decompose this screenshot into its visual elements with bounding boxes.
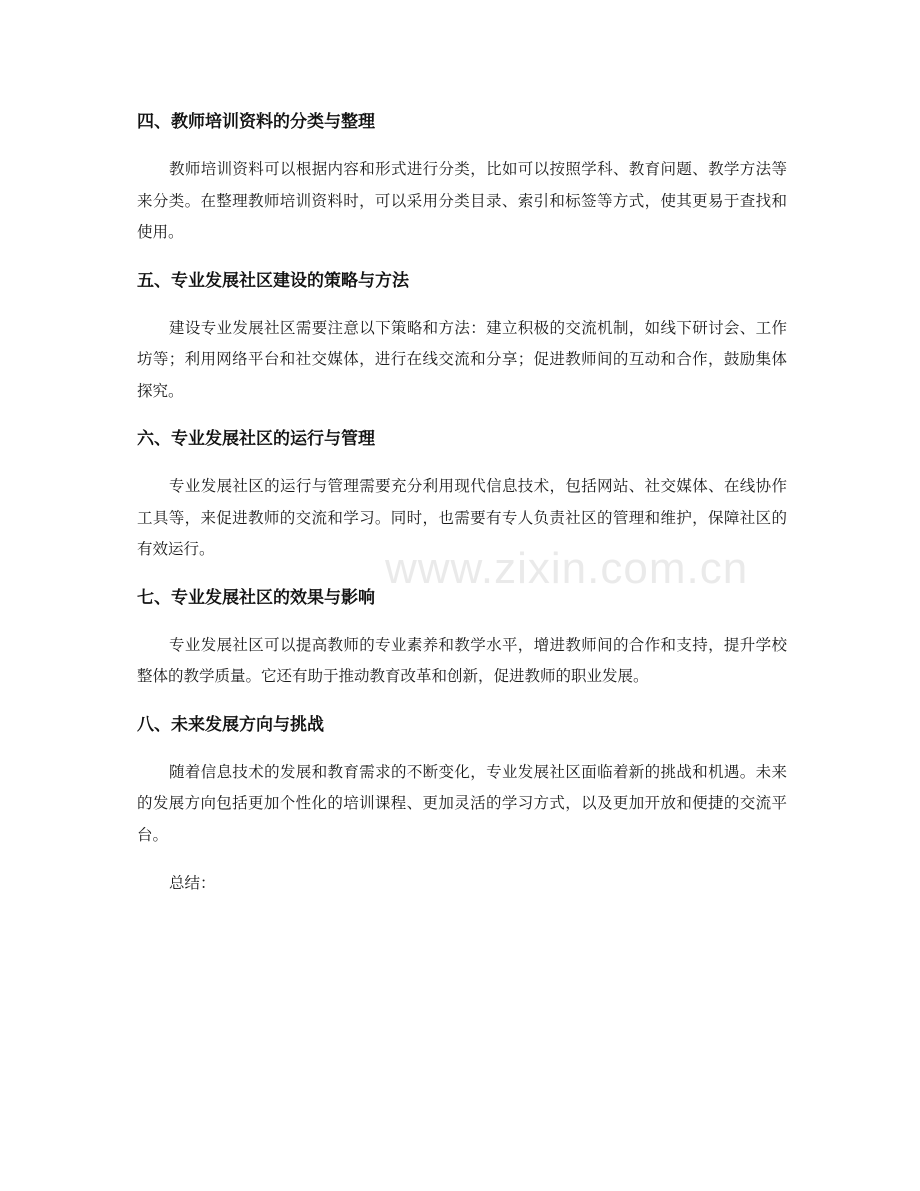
section-heading: 七、专业发展社区的效果与影响 [137,587,375,608]
section-6 [137,423,787,566]
section-paragraph: 专业发展社区可以提高教师的专业素养和教学水平，增进教师间的合作和支持，提升学校整体的教学质量。它还有助于推动教育改革和创新，促进教师的职业发展。 [137,635,787,685]
section-paragraph: 建设专业发展社区需要注意以下策略和方法：建立积极的交流机制，如线下研讨会、工作坊等；利用网络平台和社交媒体，进行在线交流和分享；促进教师间的互动和合作，鼓励集体探究。 [137,318,787,400]
section-heading: 四、教师培训资料的分类与整理 [137,112,375,132]
section-heading: 五、专业发展社区建设的策略与方法 [137,270,409,291]
summary-label: 总结： [169,874,216,892]
section-paragraph: 专业发展社区的运行与管理需要充分利用现代信息技术，包括网站、社交媒体、在线协作工具等，来促进教师的交流和学习。同时，也需要有专人负责社区的管理和维护，保障社区的有效运行。 [137,477,787,558]
section-4 [137,106,787,249]
section-heading: 八、未来发展方向与挑战 [137,714,324,735]
section-paragraph: 教师培训资料可以根据内容和形式进行分类，比如可以按照学科、教育问题、教学方法等来分类。在整理教师培训资料时，可以采用分类目录、索引和标签等方式，使其更易于查找和使用。 [137,160,787,241]
section-heading: 六、专业发展社区的运行与管理 [137,429,375,449]
watermark: www.zixin.com.cn [385,544,749,593]
section-7 [137,582,787,693]
section-paragraph: 随着信息技术的发展和教育需求的不断变化，专业发展社区面临着新的挑战和机遇。未来的发展方向包括更加个性化的培训课程、更加灵活的学习方式，以及更加开放和便捷的交流平台。 [137,762,787,844]
document-body [137,106,787,899]
section-8 [137,709,787,852]
section-5 [137,265,787,408]
